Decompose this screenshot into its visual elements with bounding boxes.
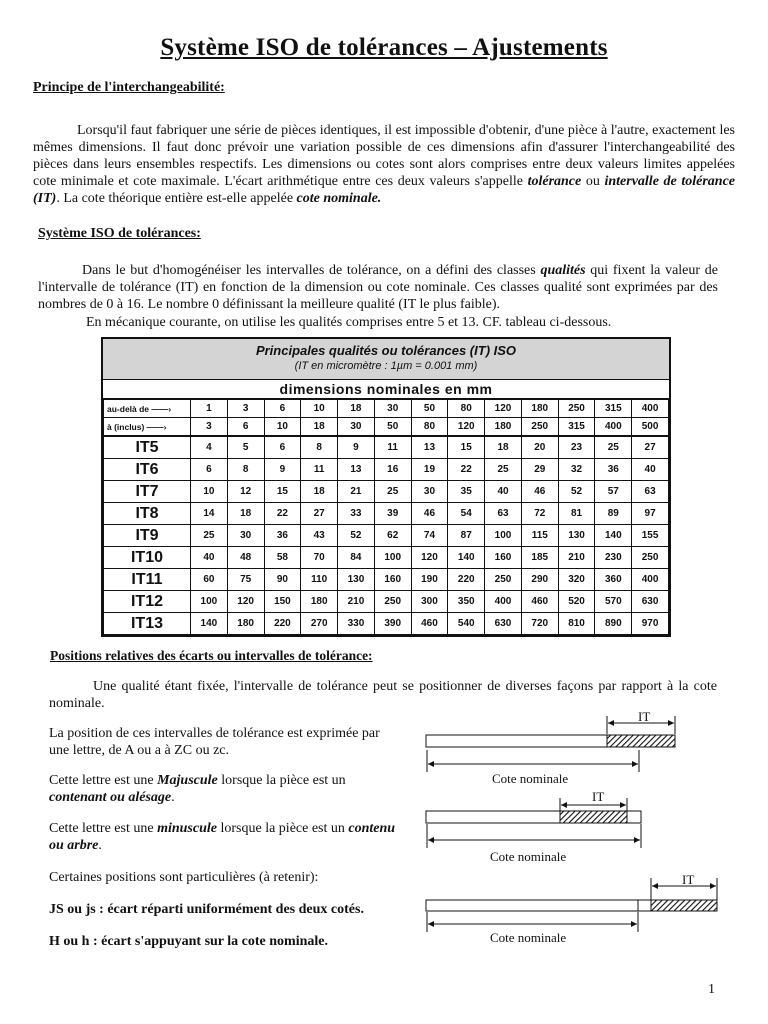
table-cell: 62 — [374, 525, 411, 547]
table-cell: 180 — [521, 400, 558, 418]
table-cell: 35 — [448, 481, 485, 503]
table-cell: 250 — [632, 547, 669, 569]
table-cell: 72 — [521, 503, 558, 525]
table-cell: 75 — [227, 569, 264, 591]
nominal-label: Cote nominale — [490, 849, 567, 864]
table-row — [104, 459, 669, 481]
page-number: 1 — [708, 982, 715, 997]
table-cell: 220 — [448, 569, 485, 591]
table-cell: 300 — [411, 591, 448, 613]
table-cell: 50 — [374, 418, 411, 437]
table-cell: 14 — [191, 503, 228, 525]
table-cell: 4 — [191, 436, 228, 459]
table-row-from — [104, 400, 669, 418]
table-cell: 25 — [374, 481, 411, 503]
table-cell: 70 — [301, 547, 338, 569]
paragraph-positions-intro: Une qualité étant fixée, l'intervalle de tolérance peut se positionner de diverses façons par rapport à la cote nominale. — [49, 679, 717, 711]
table-cell: 60 — [191, 569, 228, 591]
table-cell: 270 — [301, 613, 338, 635]
table-cell: 160 — [485, 547, 522, 569]
table-cell: 16 — [374, 459, 411, 481]
table-cell: 39 — [374, 503, 411, 525]
tolerance-diagram-3-drawing — [424, 866, 724, 948]
table-dimension-header: dimensions nominales en mm — [103, 381, 669, 399]
table-cell: 110 — [301, 569, 338, 591]
table-cell: 15 — [448, 436, 485, 459]
table-cell: 210 — [558, 547, 595, 569]
table-cell: 13 — [411, 436, 448, 459]
table-cell: 630 — [632, 591, 669, 613]
table-cell: 63 — [632, 481, 669, 503]
table-cell: 97 — [632, 503, 669, 525]
table-cell: 3 — [227, 400, 264, 418]
table-row-label: IT13 — [104, 613, 191, 635]
paragraph-uppercase: Cette lettre est une Majuscule lorsque la pièce est un contenant ou alésage. — [49, 773, 346, 805]
table-title: Principales qualités ou tolérances (IT) ISO — [255, 343, 517, 358]
table-cell: 15 — [264, 481, 301, 503]
table-row — [104, 503, 669, 525]
table-cell: 30 — [227, 525, 264, 547]
iso-tolerance-table — [101, 337, 671, 637]
table-cell: 160 — [374, 569, 411, 591]
table-cell: 90 — [264, 569, 301, 591]
table-cell: 5 — [227, 436, 264, 459]
page-title: Système ISO de tolérances – Ajustements — [160, 34, 608, 61]
table-cell: 9 — [264, 459, 301, 481]
table-cell: 74 — [411, 525, 448, 547]
table-cell: 29 — [521, 459, 558, 481]
table-cell: 180 — [227, 613, 264, 635]
table-cell: 330 — [338, 613, 375, 635]
table-row — [104, 481, 669, 503]
table-cell: 290 — [521, 569, 558, 591]
paragraph-interchangeability: Lorsqu'il faut fabriquer une série de pièces identiques, il est impossible d'obtenir, d'une pièce à l'autre, exactement les mêmes dimensions. Il faut donc prévoir une variation possible de ces dimensions afin d'assurer l'interchangeabilité des pièces dans leurs ensembles respectifs. Les dimensions ou cotes sont alors comprises entre deux valeurs limites appelées cote minimale et cote maximale. L'écart arithmétique entre ces deux valeurs s'appelle tolérance ou intervalle de tolérance (IT). La cote théorique entière est-elle appelée cote nominale. — [33, 123, 735, 206]
table-cell: 30 — [374, 400, 411, 418]
table-cell: 40 — [191, 547, 228, 569]
section-heading-interchangeability: Principe de l'interchangeabilité: — [33, 80, 225, 95]
table-row-label: IT12 — [104, 591, 191, 613]
table-row — [104, 613, 669, 635]
table-row-label: IT8 — [104, 503, 191, 525]
table-cell: 180 — [301, 591, 338, 613]
table-cell: 140 — [191, 613, 228, 635]
paragraph-iso-system: Dans le but d'homogénéiser les intervalles de tolérance, on a défini des classes qualités qui fixent la valeur de l'intervalle de tolérance (IT) en fonction de la dimension ou cote nominale. Ces classes qualité sont exprimées par des nombres de 0 à 16. Le nombre 0 définissant la meilleure qualité (IT le plus faible). — [38, 263, 718, 312]
tolerance-diagram-1 — [424, 706, 694, 788]
table-cell: 10 — [264, 418, 301, 437]
table-cell: 120 — [411, 547, 448, 569]
table-cell: 6 — [264, 436, 301, 459]
table-cell: 11 — [301, 459, 338, 481]
paragraph-lowercase: Cette lettre est une minuscule lorsque la pièce est un contenu ou arbre. — [49, 821, 396, 853]
table-row-label: à (inclus) ——› — [104, 418, 191, 437]
table-cell: 18 — [301, 418, 338, 437]
table-cell: 80 — [411, 418, 448, 437]
table-cell: 540 — [448, 613, 485, 635]
table-cell: 3 — [191, 418, 228, 437]
table-cell: 30 — [338, 418, 375, 437]
table-cell: 100 — [485, 525, 522, 547]
table-cell: 6 — [264, 400, 301, 418]
table-cell: 360 — [595, 569, 632, 591]
table-cell: 19 — [411, 459, 448, 481]
table-row-label: IT5 — [104, 436, 191, 459]
table-cell: 210 — [338, 591, 375, 613]
table-cell: 30 — [411, 481, 448, 503]
table-cell: 315 — [595, 400, 632, 418]
table-cell: 250 — [485, 569, 522, 591]
table-row — [104, 525, 669, 547]
section-heading-positions: Positions relatives des écarts ou intervalles de tolérance: — [50, 648, 373, 663]
table-cell: 130 — [558, 525, 595, 547]
table-cell: 54 — [448, 503, 485, 525]
table-row-label: IT6 — [104, 459, 191, 481]
table-cell: 460 — [411, 613, 448, 635]
table-cell: 890 — [595, 613, 632, 635]
table-cell: 52 — [558, 481, 595, 503]
table-cell: 1 — [191, 400, 228, 418]
table-cell: 18 — [227, 503, 264, 525]
table-row-label: IT10 — [104, 547, 191, 569]
table-cell: 13 — [338, 459, 375, 481]
it-label: IT — [592, 789, 605, 804]
table-cell: 25 — [191, 525, 228, 547]
paragraph-letter-position: La position de ces intervalles de tolérance est exprimée par une lettre, de A ou a à ZC ou zc. — [49, 726, 380, 758]
table-cell: 970 — [632, 613, 669, 635]
table-cell: 8 — [227, 459, 264, 481]
table-cell: 250 — [374, 591, 411, 613]
table-cell: 46 — [411, 503, 448, 525]
table-row — [104, 436, 669, 459]
table-cell: 155 — [632, 525, 669, 547]
paragraph-special-positions: Certaines positions sont particulières (à retenir): — [49, 870, 319, 885]
table-cell: 20 — [521, 436, 558, 459]
nominal-label: Cote nominale — [490, 930, 567, 945]
table-cell: 140 — [448, 547, 485, 569]
table-cell: 40 — [632, 459, 669, 481]
table-cell: 33 — [338, 503, 375, 525]
table-cell: 350 — [448, 591, 485, 613]
table-cell: 48 — [227, 547, 264, 569]
table-cell: 185 — [521, 547, 558, 569]
table-cell: 57 — [595, 481, 632, 503]
table-cell: 9 — [338, 436, 375, 459]
table-cell: 100 — [374, 547, 411, 569]
table-cell: 22 — [264, 503, 301, 525]
table-cell: 320 — [558, 569, 595, 591]
it-label: IT — [682, 872, 695, 887]
table-cell: 46 — [521, 481, 558, 503]
table-row — [104, 547, 669, 569]
table-cell: 180 — [485, 418, 522, 437]
table-cell: 230 — [595, 547, 632, 569]
table-cell: 120 — [485, 400, 522, 418]
table-subtitle: (IT en micromètre : 1µm = 0.001 mm) — [294, 360, 478, 372]
table-cell: 400 — [485, 591, 522, 613]
table-cell: 25 — [485, 459, 522, 481]
table-cell: 80 — [448, 400, 485, 418]
tolerance-diagram-3 — [424, 866, 724, 948]
table-row-to — [104, 418, 669, 437]
table-cell: 250 — [558, 400, 595, 418]
table-cell: 120 — [227, 591, 264, 613]
table-row — [104, 591, 669, 613]
table-cell: 8 — [301, 436, 338, 459]
table-cell: 27 — [632, 436, 669, 459]
table-cell: 22 — [448, 459, 485, 481]
table-cell: 6 — [227, 418, 264, 437]
table-cell: 810 — [558, 613, 595, 635]
paragraph-h-position: H ou h : écart s'appuyant sur la cote nominale. — [49, 934, 328, 949]
table-cell: 400 — [632, 400, 669, 418]
table-row-label: IT9 — [104, 525, 191, 547]
table-cell: 520 — [558, 591, 595, 613]
table-cell: 115 — [521, 525, 558, 547]
table-cell: 63 — [485, 503, 522, 525]
table-cell: 89 — [595, 503, 632, 525]
table-cell: 130 — [338, 569, 375, 591]
table-cell: 87 — [448, 525, 485, 547]
paragraph-common-qualities: En mécanique courante, on utilise les qualités comprises entre 5 et 13. CF. tableau ci-dessous. — [86, 315, 612, 330]
table-cell: 52 — [338, 525, 375, 547]
table-row-label: IT11 — [104, 569, 191, 591]
table-cell: 40 — [485, 481, 522, 503]
table-cell: 570 — [595, 591, 632, 613]
section-heading-iso-system: Système ISO de tolérances: — [38, 226, 201, 241]
table-cell: 36 — [595, 459, 632, 481]
table-cell: 81 — [558, 503, 595, 525]
table-cell: 250 — [521, 418, 558, 437]
tolerance-diagram-2 — [424, 786, 694, 868]
table-cell: 400 — [632, 569, 669, 591]
table-header — [103, 339, 669, 380]
table-cell: 390 — [374, 613, 411, 635]
table-cell: 720 — [521, 613, 558, 635]
table-cell: 140 — [595, 525, 632, 547]
table-row-label: au-delà de ——› — [104, 400, 191, 418]
table-row-label: IT7 — [104, 481, 191, 503]
table-cell: 25 — [595, 436, 632, 459]
table-row — [104, 569, 669, 591]
table-cell: 27 — [301, 503, 338, 525]
table-cell: 400 — [595, 418, 632, 437]
table-cell: 50 — [411, 400, 448, 418]
table-cell: 11 — [374, 436, 411, 459]
table-cell: 18 — [301, 481, 338, 503]
table-cell: 500 — [632, 418, 669, 437]
table-cell: 120 — [448, 418, 485, 437]
table-cell: 18 — [485, 436, 522, 459]
table-cell: 6 — [191, 459, 228, 481]
table-cell: 190 — [411, 569, 448, 591]
paragraph-js-position: JS ou js : écart réparti uniformément des deux cotés. — [49, 902, 364, 917]
table-cell: 10 — [191, 481, 228, 503]
table-cell: 43 — [301, 525, 338, 547]
table-cell: 21 — [338, 481, 375, 503]
table-cell: 150 — [264, 591, 301, 613]
table-cell: 460 — [521, 591, 558, 613]
it-label: IT — [638, 709, 651, 724]
table-cell: 630 — [485, 613, 522, 635]
table-cell: 10 — [301, 400, 338, 418]
table-cell: 315 — [558, 418, 595, 437]
table-cell: 23 — [558, 436, 595, 459]
nominal-label: Cote nominale — [492, 771, 569, 786]
table-cell: 220 — [264, 613, 301, 635]
table-cell: 18 — [338, 400, 375, 418]
table-grid — [103, 399, 669, 635]
table-cell: 58 — [264, 547, 301, 569]
table-cell: 100 — [191, 591, 228, 613]
table-cell: 36 — [264, 525, 301, 547]
table-cell: 32 — [558, 459, 595, 481]
table-cell: 84 — [338, 547, 375, 569]
table-cell: 12 — [227, 481, 264, 503]
